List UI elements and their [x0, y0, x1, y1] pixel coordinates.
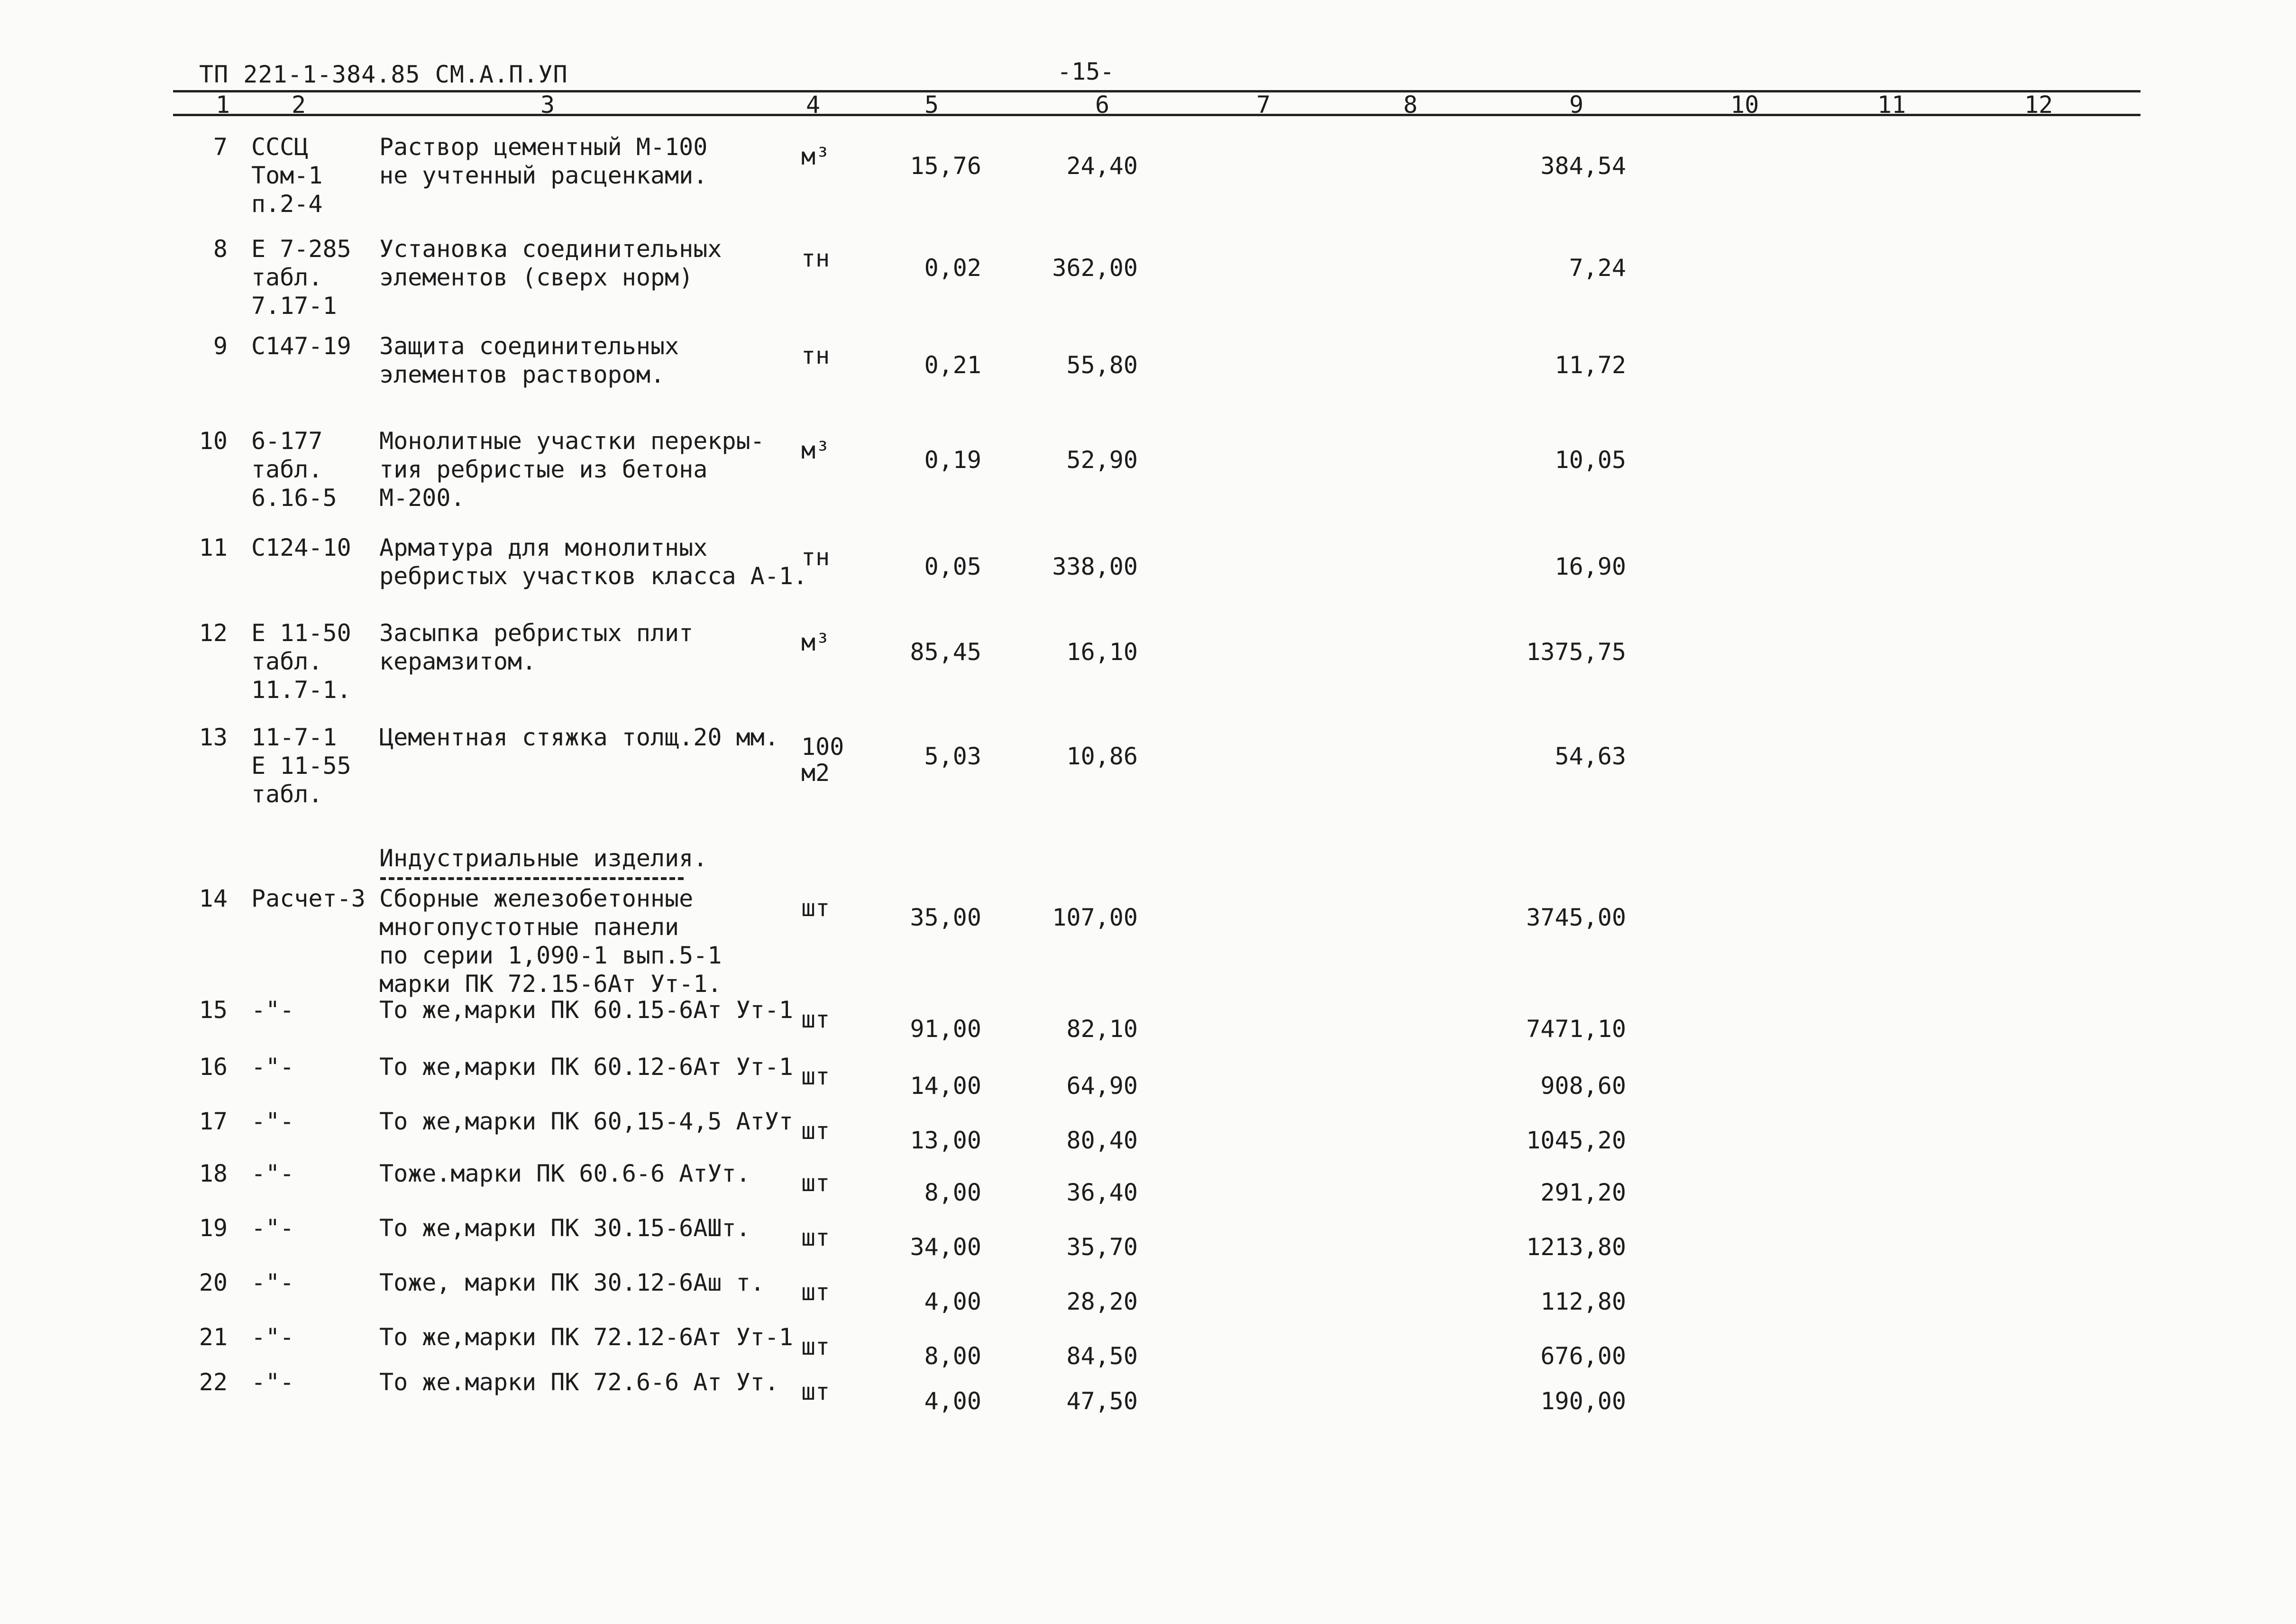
row-number: 18 [199, 1160, 228, 1187]
norm-code: -"- [251, 1160, 294, 1187]
total-cost: 291,20 [1540, 1179, 1626, 1206]
row-number: 11 [199, 534, 228, 561]
work-description: марки ПК 72.15-6Ат Ут-1. [379, 970, 722, 998]
row-number: 19 [199, 1214, 228, 1242]
column-number: 8 [1403, 91, 1418, 119]
unit-price: 16,10 [1066, 638, 1138, 666]
unit: шт [801, 1169, 830, 1197]
total-cost: 1213,80 [1526, 1233, 1626, 1261]
unit: м³ [801, 437, 830, 464]
norm-code: -"- [251, 1053, 294, 1081]
row-number: 20 [199, 1269, 228, 1296]
norm-code: С147-19 [251, 332, 351, 360]
work-description: Цементная стяжка толщ.20 мм. [379, 724, 779, 751]
work-description: Монолитные участки перекры- [379, 427, 765, 455]
quantity: 0,02 [924, 254, 981, 282]
total-cost: 54,63 [1555, 743, 1626, 770]
row-number: 9 [213, 332, 228, 360]
unit-price: 47,50 [1066, 1387, 1138, 1415]
quantity: 0,21 [924, 351, 981, 379]
work-description: элементов раствором. [379, 361, 665, 388]
quantity: 4,00 [924, 1387, 981, 1415]
quantity: 14,00 [910, 1072, 981, 1100]
total-cost: 3745,00 [1526, 904, 1626, 931]
work-description: ребристых участков класса А-1. [379, 562, 808, 590]
quantity: 91,00 [910, 1015, 981, 1043]
quantity: 0,19 [924, 446, 981, 474]
row-number: 12 [199, 619, 228, 647]
work-description: То же,марки ПК 60,15-4,5 АтУт [379, 1108, 793, 1135]
norm-code: 7.17-1 [251, 292, 337, 320]
column-number: 12 [2024, 91, 2053, 119]
section-title: Индустриальные изделия. [379, 844, 708, 872]
work-description: элементов (сверх норм) [379, 264, 694, 291]
page-number: -15- [1057, 58, 1115, 85]
quantity: 8,00 [924, 1342, 981, 1370]
norm-code: табл. [251, 456, 323, 483]
unit-price: 36,40 [1066, 1179, 1138, 1206]
norm-code: -"- [251, 1323, 294, 1351]
unit-price: 10,86 [1066, 743, 1138, 770]
column-number: 11 [1877, 91, 1906, 119]
norm-code: -"- [251, 1214, 294, 1242]
row-number: 15 [199, 996, 228, 1024]
total-cost: 190,00 [1540, 1387, 1626, 1415]
work-description: не учтенный расценками. [379, 162, 708, 189]
work-description: Засыпка ребристых плит [379, 619, 694, 647]
quantity: 0,05 [924, 553, 981, 580]
norm-code: Е 11-55 [251, 752, 351, 780]
header-rule-bottom [173, 114, 2140, 116]
norm-code: 11-7-1 [251, 724, 337, 751]
total-cost: 11,72 [1555, 351, 1626, 379]
total-cost: 7471,10 [1526, 1015, 1626, 1043]
total-cost: 676,00 [1540, 1342, 1626, 1370]
row-number: 10 [199, 427, 228, 455]
header-rule-top [173, 90, 2140, 92]
norm-code: Е 11-50 [251, 619, 351, 647]
norm-code: -"- [251, 1269, 294, 1296]
row-number: 7 [213, 133, 228, 161]
norm-code: табл. [251, 780, 323, 808]
work-description: То же,марки ПК 30.15-6АШт. [379, 1214, 750, 1242]
work-description: М-200. [379, 484, 465, 512]
work-description: Тоже.марки ПК 60.6-6 АтУт. [379, 1160, 750, 1187]
norm-code: Расчет-3 [251, 885, 366, 912]
row-number: 8 [213, 235, 228, 263]
norm-code: Е 7-285 [251, 235, 351, 263]
row-number: 14 [199, 885, 228, 912]
total-cost: 384,54 [1540, 152, 1626, 180]
norm-code: -"- [251, 1368, 294, 1396]
quantity: 34,00 [910, 1233, 981, 1261]
total-cost: 16,90 [1555, 553, 1626, 580]
norm-code: С124-10 [251, 534, 351, 561]
norm-code: -"- [251, 1108, 294, 1135]
work-description: по серии 1,090-1 вып.5-1 [379, 942, 722, 969]
work-description: Защита соединительных [379, 332, 679, 360]
unit-price: 35,70 [1066, 1233, 1138, 1261]
norm-code: 6-177 [251, 427, 323, 455]
total-cost: 908,60 [1540, 1072, 1626, 1100]
section-underline [380, 877, 684, 880]
work-description: То же,марки ПК 60.15-6Ат Ут-1 [379, 996, 793, 1024]
unit-price: 107,00 [1052, 904, 1138, 931]
column-number: 10 [1730, 91, 1759, 119]
row-number: 21 [199, 1323, 228, 1351]
unit: шт [801, 1006, 830, 1033]
norm-code: 11.7-1. [251, 676, 351, 704]
total-cost: 10,05 [1555, 446, 1626, 474]
unit: шт [801, 1278, 830, 1306]
unit: тн [801, 245, 830, 272]
work-description: керамзитом. [379, 648, 537, 675]
quantity: 13,00 [910, 1127, 981, 1154]
unit-price: 84,50 [1066, 1342, 1138, 1370]
column-number: 4 [806, 91, 821, 119]
norm-code: табл. [251, 648, 323, 675]
column-number: 7 [1256, 91, 1271, 119]
norm-code: табл. [251, 264, 323, 291]
total-cost: 112,80 [1540, 1288, 1626, 1315]
unit-price: 28,20 [1066, 1288, 1138, 1315]
work-description: тия ребристые из бетона [379, 456, 708, 483]
norm-code: -"- [251, 996, 294, 1024]
column-number: 9 [1569, 91, 1584, 119]
row-number: 16 [199, 1053, 228, 1081]
norm-code: п.2-4 [251, 190, 323, 218]
unit: м³ [801, 143, 830, 170]
unit: м³ [801, 629, 830, 656]
work-description: То же.марки ПК 72.6-6 Ат Ут. [379, 1368, 779, 1396]
quantity: 4,00 [924, 1288, 981, 1315]
unit-price: 362,00 [1052, 254, 1138, 282]
work-description: То же,марки ПК 60.12-6Ат Ут-1 [379, 1053, 793, 1081]
unit: м2 [801, 759, 830, 787]
column-number: 1 [216, 91, 230, 119]
column-number: 6 [1095, 91, 1110, 119]
unit: шт [801, 1224, 830, 1251]
unit: шт [801, 1117, 830, 1145]
unit: тн [801, 342, 830, 369]
total-cost: 7,24 [1569, 254, 1626, 282]
unit: шт [801, 1378, 830, 1405]
unit-price: 24,40 [1066, 152, 1138, 180]
norm-code: СССЦ [251, 133, 309, 161]
unit: тн [801, 543, 830, 571]
unit-price: 80,40 [1066, 1127, 1138, 1154]
norm-code: Том-1 [251, 162, 323, 189]
work-description: Тоже, марки ПК 30.12-6Аш т. [379, 1269, 765, 1296]
unit: шт [801, 894, 830, 922]
column-number: 5 [924, 91, 939, 119]
quantity: 8,00 [924, 1179, 981, 1206]
work-description: Арматура для монолитных [379, 534, 708, 561]
unit-price: 82,10 [1066, 1015, 1138, 1043]
unit: 100 [801, 733, 844, 761]
row-number: 17 [199, 1108, 228, 1135]
unit-price: 338,00 [1052, 553, 1138, 580]
quantity: 85,45 [910, 638, 981, 666]
work-description: Раствор цементный М-100 [379, 133, 708, 161]
work-description: Сборные железобетонные [379, 885, 694, 912]
row-number: 13 [199, 724, 228, 751]
norm-code: 6.16-5 [251, 484, 337, 512]
column-number: 2 [292, 91, 306, 119]
work-description: То же,марки ПК 72.12-6Ат Ут-1 [379, 1323, 793, 1351]
work-description: многопустотные панели [379, 913, 679, 941]
unit-price: 55,80 [1066, 351, 1138, 379]
quantity: 5,03 [924, 743, 981, 770]
work-description: Установка соединительных [379, 235, 722, 263]
quantity: 15,76 [910, 152, 981, 180]
row-number: 22 [199, 1368, 228, 1396]
unit: шт [801, 1063, 830, 1090]
unit-price: 64,90 [1066, 1072, 1138, 1100]
total-cost: 1375,75 [1526, 638, 1626, 666]
document-code: ТП 221-1-384.85 СМ.А.П.УП [199, 61, 568, 88]
quantity: 35,00 [910, 904, 981, 931]
unit-price: 52,90 [1066, 446, 1138, 474]
unit: шт [801, 1333, 830, 1360]
total-cost: 1045,20 [1526, 1127, 1626, 1154]
column-number: 3 [540, 91, 555, 119]
